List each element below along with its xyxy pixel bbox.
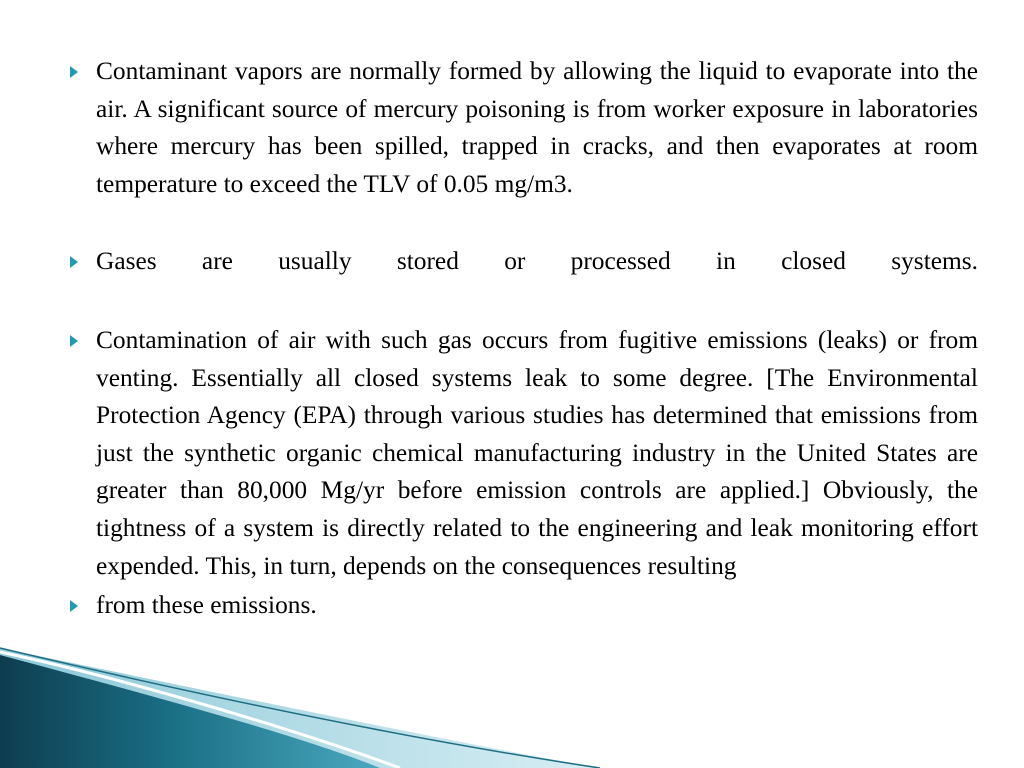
bullet-item-emissions — [70, 587, 978, 625]
triangle-bullet-icon — [70, 256, 78, 268]
bullet-text: from these emissions. — [96, 591, 317, 620]
bullet-text: Contamination of air with such gas occurs from fugitive emissions (leaks) or from venting. Essentially all closed systems leak to some degree. [The Environmental Protection Agency (EPA) through various studies has determined that emissions from just the synthetic organic chemical manufacturing industry in the United States are greater than 80,000 Mg/yr before emission controls are applied.] Obviously, the tightness of a system is directly related to the engineering and leak monitoring effort expended. This, in turn, depends on the consequences resulting — [96, 325, 978, 580]
triangle-bullet-icon — [70, 66, 78, 78]
bullet-item-contamination — [70, 322, 978, 585]
bullet-item-vapors — [70, 53, 978, 203]
triangle-bullet-icon — [70, 335, 78, 347]
bullet-item-gases — [70, 243, 978, 281]
bullet-text: Gases are usually stored or processed in closed systems. — [96, 247, 978, 276]
bullet-list — [70, 53, 978, 625]
bullet-text: Contaminant vapors are normally formed by allowing the liquid to evaporate into the air. A significant source of mercury poisoning is from worker exposure in laboratories where mercury has been spilled, trapped in cracks, and then evaporates at room temperature to exceed the TLV of 0.05 mg/m3. — [96, 57, 978, 198]
triangle-bullet-icon — [70, 600, 78, 612]
